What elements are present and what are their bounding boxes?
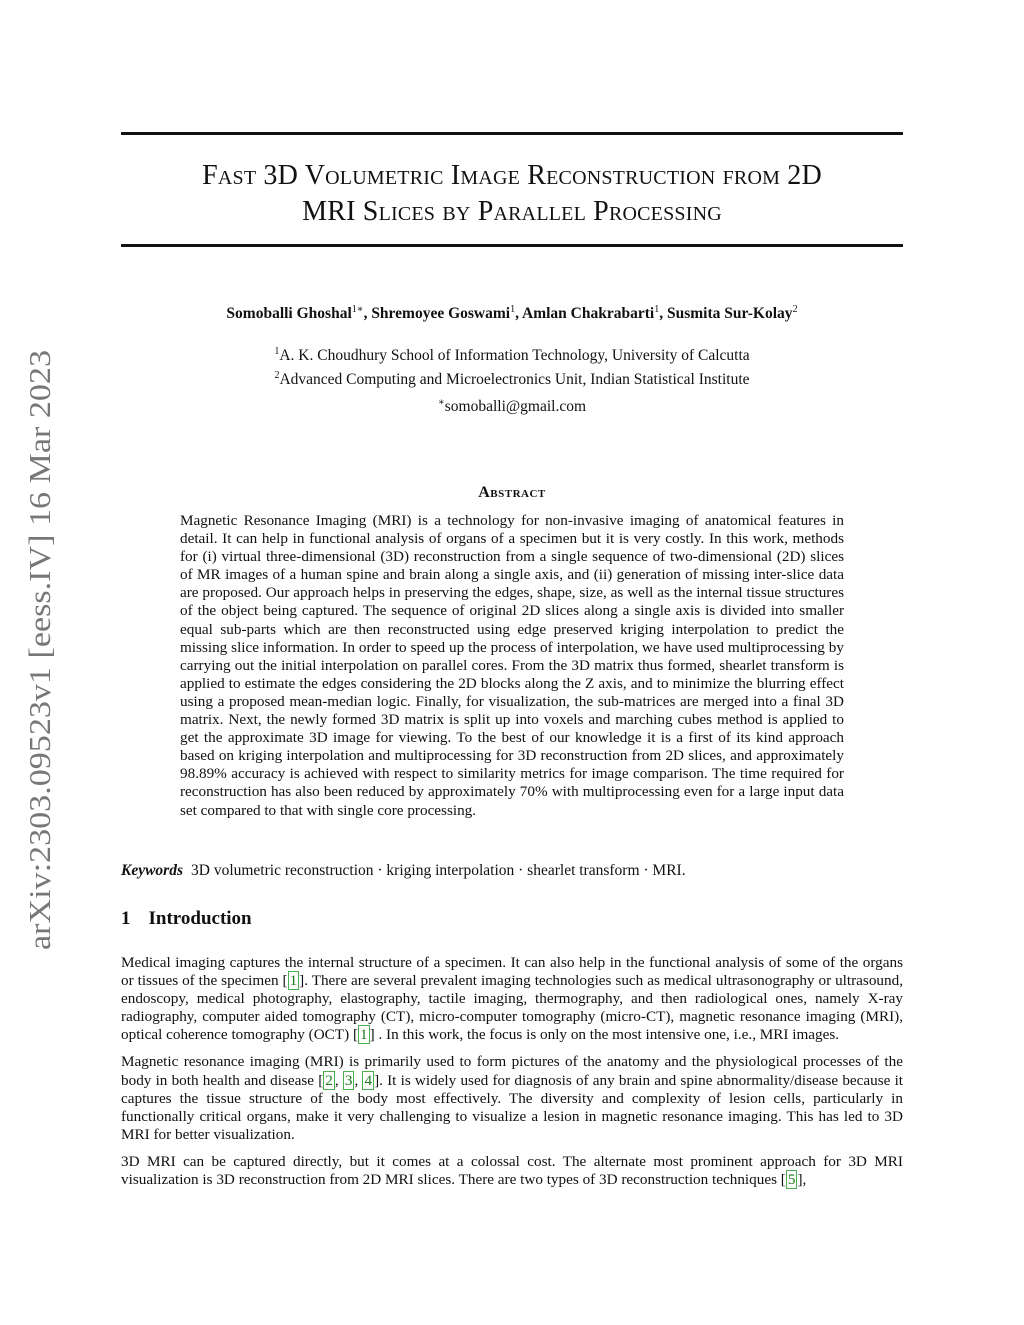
title-line-1-text: Fast 3D Volumetric Image Reconstruction from 2D <box>202 160 822 191</box>
section-number: 1 <box>121 908 131 929</box>
title-line-2 <box>121 194 903 230</box>
contact-email <box>121 397 903 416</box>
author-2-mark: 1 <box>510 304 516 315</box>
intro-text-run: ] . In this work, the focus is only on the most intensive one, i.e., MRI images. <box>369 1026 840 1044</box>
intro-paragraph-2 <box>121 1053 903 1143</box>
intro-text-run: ], <box>797 1171 807 1189</box>
author-4-name: Susmita Sur-Kolay <box>666 305 793 323</box>
citation-link[interactable]: 5 <box>787 1171 796 1189</box>
paper-title <box>121 158 903 230</box>
author-4 <box>667 305 798 322</box>
intro-paragraph-3 <box>121 1153 903 1189</box>
affiliation-2-text: Advanced Computing and Microelectronics Unit, Indian Statistical Institute <box>279 371 750 389</box>
author-3-mark: 1 <box>654 304 660 315</box>
citation-link[interactable]: 4 <box>364 1071 373 1089</box>
intro-text-run: , <box>354 1071 363 1089</box>
author-2 <box>371 305 515 322</box>
author-1-name: Somoballi Ghoshal <box>226 305 352 323</box>
author-3 <box>522 305 659 322</box>
intro-text-run: , <box>334 1071 343 1089</box>
author-3-name: Amlan Chakrabarti <box>522 305 655 323</box>
introduction-body <box>121 954 903 1198</box>
arxiv-side-stamp <box>12 340 60 960</box>
affiliation-1-text: A. K. Choudhury School of Information Technology, University of Calcutta <box>279 347 750 365</box>
affiliation-1 <box>121 342 903 366</box>
email-text[interactable]: somoballi@gmail.com <box>444 398 587 416</box>
intro-text-run: Medical imaging captures the internal structure of a specimen. It can also help in the functional analysis of some of the organs or tissues of the specimen [ <box>121 954 903 990</box>
email-mark: ∗ <box>437 397 445 408</box>
title-rule-bottom <box>121 244 903 247</box>
citation-link[interactable]: 2 <box>325 1071 333 1089</box>
affiliation-2-mark: 2 <box>274 370 280 382</box>
keywords-text: 3D volumetric reconstruction · kriging interpolation · shearlet transform · MRI. <box>191 862 686 879</box>
section-heading-introduction <box>121 908 252 930</box>
citation-link[interactable]: 3 <box>344 1071 353 1089</box>
intro-text-run: ]. It is widely used for diagnosis of any brain and spine abnormality/disease because it captures the tissue structure of the body most effectively. The diversity and complexity of lesion cells, particularly in functionally critical organs, make it very challenging to visualize a lesion in magnetic resonance imaging. This has led to 3D MRI for better visualization. <box>121 1071 904 1143</box>
intro-text-run: 3D MRI can be captured directly, but it comes at a colossal cost. The alternate most prominent approach for 3D MRI visualization is 3D reconstruction from 2D MRI slices. There are two types of 3D reconstruction techniques [ <box>121 1152 903 1189</box>
author-4-mark: 2 <box>792 304 798 315</box>
affiliation-1-mark: 1 <box>274 346 280 357</box>
affiliation-2 <box>121 366 903 390</box>
title-line-2-text: MRI Slices by Parallel Processing <box>302 196 722 227</box>
keywords <box>121 862 903 880</box>
author-2-name: Shremoyee Goswami <box>371 305 511 323</box>
author-1 <box>226 305 363 322</box>
author-list: Somoballi Ghoshal$^{1∗}$, Shremoyee Goswami$^1$, Amlan Chakrabarti$^1$, Susmita Sur-Kolay$^2$ <box>226 304 798 323</box>
keywords-label: Keywords <box>121 862 183 879</box>
affiliations <box>121 342 903 390</box>
citation-link[interactable]: 1 <box>360 1026 368 1044</box>
title-rule-top <box>121 132 903 135</box>
arxiv-identifier: arXiv:2303.09523v1 [eess.IV] 16 Mar 2023 <box>23 412 57 950</box>
intro-text-run: Magnetic resonance imaging (MRI) is primarily used to form pictures of the anatomy and the physiological processes of the body in both health and disease [ <box>121 1053 903 1089</box>
intro-paragraph-1 <box>121 954 903 1044</box>
intro-text-run: ]. There are several prevalent imaging technologies such as medical ultrasonography or ultrasound, endoscopy, medical photography, elastography, tactile imaging, thermography, and then radiological ones, namely X-ray radiography, computer aided tomography (CT), micro-computer tomography (micro-CT), magnetic resonance imaging (MRI), optical coherence tomography (OCT) [ <box>121 972 904 1044</box>
title-line-1 <box>121 158 903 194</box>
author-1-mark: 1∗ <box>351 304 364 315</box>
section-title: Introduction <box>148 908 252 929</box>
abstract-body: Magnetic Resonance Imaging (MRI) is a technology for non-invasive imaging of anatomical features in detail. It can help in functional analysis of organs of a specimen but it is very costly. In this work, methods for (i) virtual three-dimensional (3D) reconstruction from a single sequence of two-dimensional (2D) slices of MR images of a human spine and brain along a single axis, and (ii) generation of missing inter-slice data are proposed. Our approach helps in preserving the edges, shape, size, as well as the internal tissue structures of the object being captured. The sequence of original 2D slices along a single axis is divided into smaller equal sub-parts which are then reconstructed using edge preserved kriging interpolation to predict the missing slice information. In order to speed up the process of interpolation, we have used multiprocessing by carrying out the initial interpolation on parallel cores. From the 3D matrix thus formed, shearlet transform is applied to estimate the edges considering the 2D blocks along the Z axis, and to minimize the blurring effect using a proposed mean-median logic. Finally, for visualization, the sub-matrices are merged into a final 3D matrix. Next, the newly formed 3D matrix is split up into voxels and marching cubes method is applied to get the approximate 3D image for viewing. To the best of our knowledge it is a first of its kind approach based on kriging interpolation and multiprocessing for 3D reconstruction from 2D slices, and approximately 98.89% accuracy is achieved with respect to similarity metrics for image comparison. The time required for reconstruction has also been reduced by approximately 70% with multiprocessing even for a large input data set compared to that with single core processing. <box>180 512 844 819</box>
abstract-heading: Abstract <box>478 484 546 501</box>
citation-link[interactable]: 1 <box>289 972 298 990</box>
